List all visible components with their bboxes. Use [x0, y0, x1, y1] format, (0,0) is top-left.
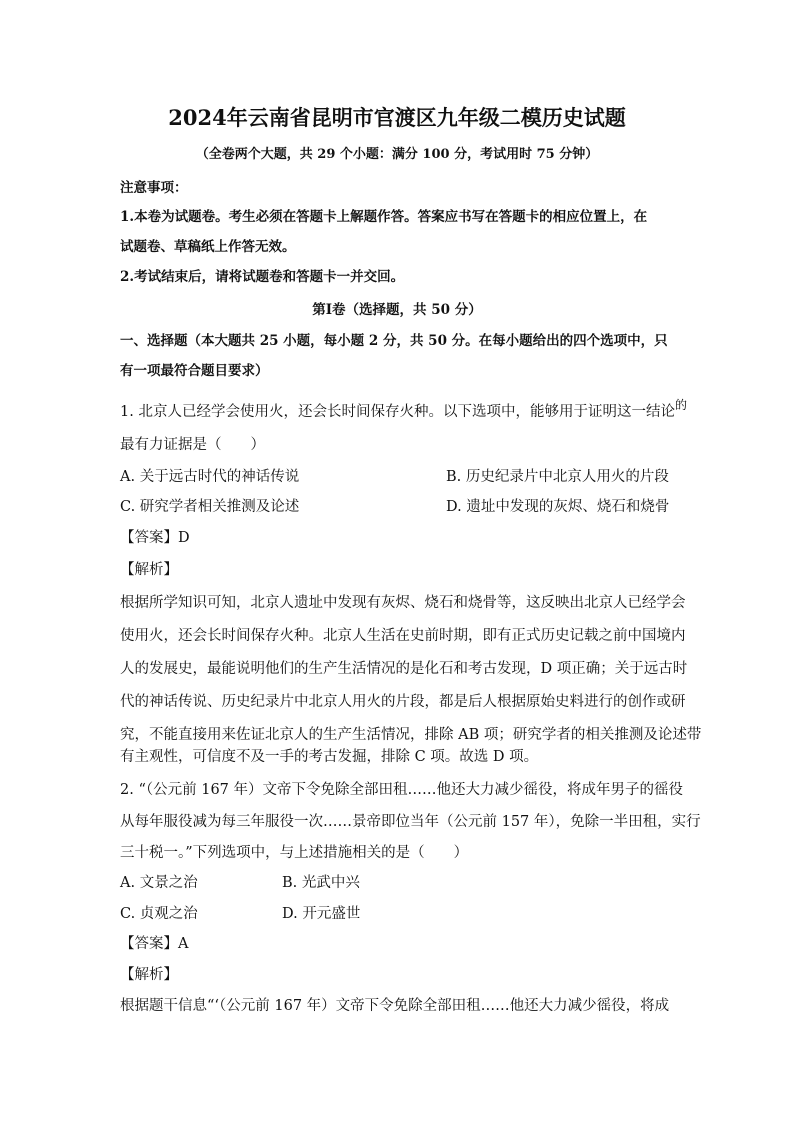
q1-answer: 【答案】D	[120, 530, 190, 546]
q2-stem: 2. “（公元前 167 年）文帝下令免除全部田租……他还大力减少徭役，将成年男子的徭役	[120, 782, 683, 798]
notice-item-1-cont: 试题卷、草稿纸上作答无效。	[120, 239, 296, 255]
q1-option-d: D. 遗址中发现的灰烬、烧石和烧骨	[446, 499, 670, 515]
section-heading: 一、选择题（本大题共 25 小题，每小题 2 分，共 50 分。在每小题给出的四个选项中，只	[120, 333, 668, 349]
notice-item-1: 1.本卷为试题卷。考生必须在答题卡上解题作答。答案应书写在答题卡的相应位置上，在	[120, 209, 648, 225]
exam-info: （全卷两个大题，共 29 个小题：满分 100 分，考试用时 75 分钟）	[195, 147, 599, 162]
q1-option-a: A. 关于远古时代的神话传说	[120, 469, 300, 485]
q2-option-c: C. 贞观之治	[120, 906, 198, 922]
q1-option-b: B. 历史纪录片中北京人用火的片段	[446, 469, 669, 485]
q2-option-d: D. 开元盛世	[282, 906, 361, 922]
q1-stem-text: 1. 北京人已经学会使用火，还会长时间保存火种。以下选项中，能够用于证明这一结论	[120, 404, 675, 420]
q2-option-b: B. 光武中兴	[282, 875, 360, 891]
q1-analysis-line: 有主观性，可信度不及一手的考古发掘，排除 C 项。故选 D 项。	[120, 749, 539, 765]
q2-analysis-line: 根据题干信息“‘（公元前 167 年）文帝下令免除全部田租……他还大力减少徭役，将成	[120, 998, 670, 1014]
q1-analysis-line: 究，不能直接用来佐证北京人的生产生活情况，排除 AB 项；研究学者的相关推测及论述带	[120, 727, 702, 743]
q1-stem	[120, 398, 687, 422]
q2-analysis-label: 【解析】	[120, 967, 178, 983]
section-heading-cont: 有一项最符合题目要求）	[120, 363, 269, 379]
q1-analysis-line: 使用火，还会长时间保存火种。北京人生活在史前时期，即有正式历史记载之前中国境内	[120, 628, 686, 644]
q1-analysis-label: 【解析】	[120, 562, 178, 578]
q2-stem-cont: 三十税一。”下列选项中，与上述措施相关的是（ ）	[120, 845, 469, 861]
q1-stem-cont: 最有力证据是（ ）	[120, 437, 265, 453]
q1-stem-sup: 的	[674, 398, 687, 412]
notice-heading: 注意事项：	[120, 180, 188, 196]
q2-stem-cont: 从每年服役减为每三年服役一次……景帝即位当年（公元前 157 年），免除一半田租，实行	[120, 814, 701, 830]
q1-analysis-line: 人的发展史，最能说明他们的生产生活情况的是化石和考古发现，D 项正确；关于远古时	[120, 661, 688, 677]
q1-option-c: C. 研究学者相关推测及论述	[120, 499, 300, 515]
q1-analysis-line: 代的神话传说、历史纪录片中北京人用火的片段，都是后人根据原始史料进行的创作或研	[120, 694, 686, 710]
notice-item-2: 2.考试结束后，请将试题卷和答题卡一并交回。	[120, 269, 405, 285]
part-heading: 第Ⅰ卷（选择题，共 50 分）	[312, 302, 482, 318]
q2-answer: 【答案】A	[120, 936, 189, 952]
q1-analysis-line: 根据所学知识可知，北京人遗址中发现有灰烬、烧石和烧骨等，这反映出北京人已经学会	[120, 595, 686, 611]
page-title: 2024年云南省昆明市官渡区九年级二模历史试题	[168, 105, 626, 130]
q2-option-a: A. 文景之治	[120, 875, 198, 891]
